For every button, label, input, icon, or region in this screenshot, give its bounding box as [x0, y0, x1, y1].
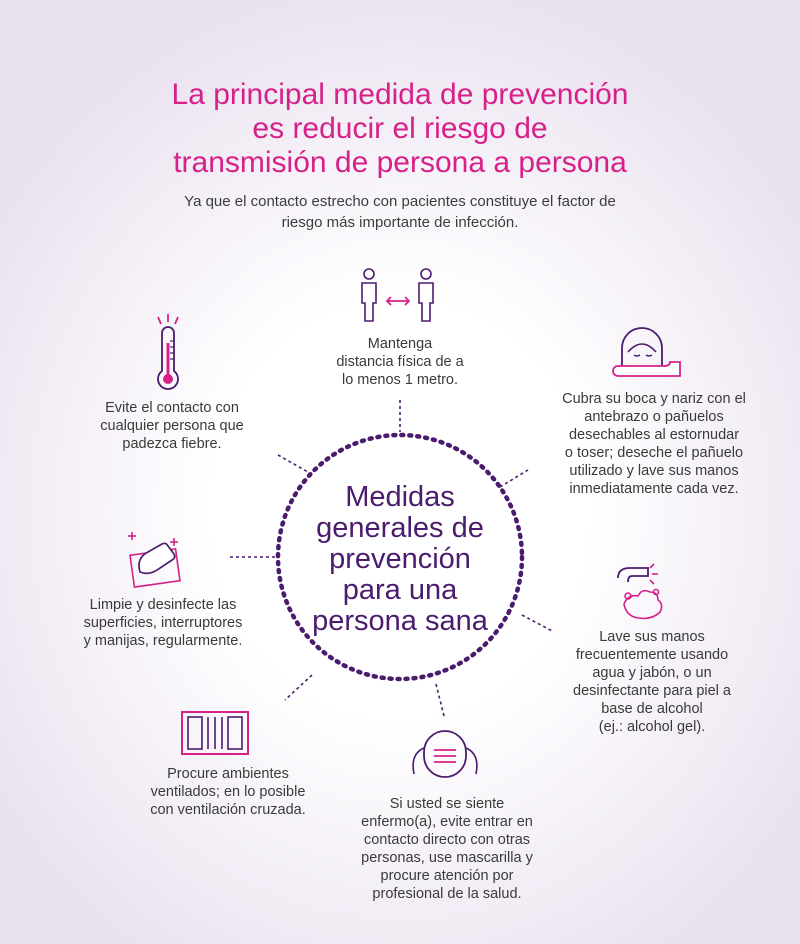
thermometer-icon [148, 313, 188, 395]
center-line: para una [342, 574, 458, 606]
text-line: utilizado y lave sus manos [569, 463, 739, 479]
text-line: Cubra su boca y nariz con el [562, 391, 746, 407]
text-line: Evite el contacto con [105, 400, 239, 416]
connector-line [278, 455, 308, 472]
measure-fever-text [72, 399, 272, 453]
text-line: ventilados; en lo posible [150, 784, 306, 800]
text-line: profesional de la salud. [372, 886, 522, 902]
face-mask-icon [410, 722, 480, 784]
title-line: transmisión de persona a persona [173, 146, 627, 179]
text-line: Procure ambientes [167, 766, 289, 782]
connector-line [285, 675, 312, 700]
subtitle-line: Ya que el contacto estrecho con pacientes constituye el factor de [184, 193, 616, 210]
text-line: (ej.: alcohol gel). [598, 719, 706, 735]
cleaning-surface-icon [124, 528, 188, 588]
text-line: enfermo(a), evite entrar en [361, 814, 533, 830]
text-line: contacto directo con otras [363, 832, 531, 848]
cough-into-elbow-icon [612, 322, 686, 384]
hand-washing-icon [614, 562, 670, 624]
center-line: prevención [329, 543, 471, 575]
text-line: agua y jabón, o un [592, 665, 712, 681]
social-distance-icon [356, 265, 440, 325]
measure-distance-text [298, 335, 502, 389]
text-line: distancia física de a [336, 354, 464, 370]
text-line: base de alcohol [601, 701, 703, 717]
text-line: antebrazo o pañuelos [584, 409, 724, 425]
text-line: cualquier persona que [100, 418, 244, 434]
measure-handwash-text [540, 628, 764, 736]
measure-mask-text [330, 795, 564, 903]
text-line: lo menos 1 metro. [341, 372, 459, 388]
text-line: procure atención por [380, 868, 514, 884]
text-line: o toser; deseche el pañuelo [564, 445, 744, 461]
text-line: Mantenga [367, 336, 433, 352]
center-line: persona sana [312, 605, 488, 637]
text-line: superficies, interruptores [83, 615, 243, 631]
text-line: frecuentemente usando [575, 647, 729, 663]
text-line: Si usted se siente [389, 796, 505, 812]
text-line: Lave sus manos [599, 629, 705, 645]
measure-cough-text [532, 390, 776, 498]
measure-ventilation-text [124, 765, 332, 819]
center-line: Medidas [345, 481, 455, 513]
connector-line [436, 684, 444, 716]
center-title [290, 482, 510, 637]
subtitle-line: riesgo más importante de infección. [281, 214, 519, 231]
text-line: personas, use mascarilla y [361, 850, 533, 866]
title-line: es reducir el riesgo de [252, 112, 548, 145]
text-line: con ventilación cruzada. [150, 802, 306, 818]
text-line: desechables al estornudar [568, 427, 740, 443]
title-line: La principal medida de prevención [171, 78, 629, 111]
text-line: inmediatamente cada vez. [569, 481, 739, 497]
text-line: padezca fiebre. [122, 436, 222, 452]
measure-cleaning-text [60, 596, 266, 650]
window-icon [180, 710, 250, 756]
text-line: Limpie y desinfecte las [89, 597, 237, 613]
text-line: y manijas, regularmente. [83, 633, 243, 649]
text-line: desinfectante para piel a [573, 683, 731, 699]
center-line: generales de [316, 512, 484, 544]
